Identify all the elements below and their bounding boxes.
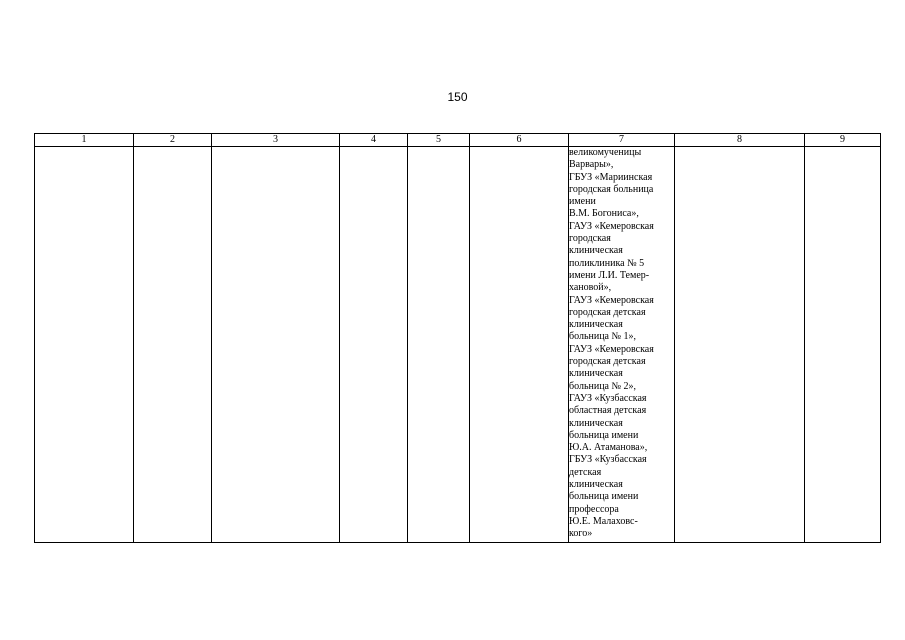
cell-text-line: ГАУЗ «Кемеровская: [569, 220, 654, 232]
cell-text-line: городская больница: [569, 183, 654, 195]
table-cell-col8: [675, 147, 805, 543]
cell-text-line: больница имени: [569, 491, 639, 503]
cell-text-line: клиническая: [569, 245, 623, 257]
cell-text-line: клиническая: [569, 417, 623, 429]
table-cell-col5: [408, 147, 470, 543]
cell-text-line: городская детская: [569, 306, 646, 318]
cell-text-line: профессора: [569, 503, 619, 515]
cell-text-line: областная детская: [569, 405, 647, 417]
table-cell-col2: [134, 147, 212, 543]
cell-text-line: ГАУЗ «Кемеровская: [569, 294, 654, 306]
cell-text-line: ГБУЗ «Кузбасская: [569, 454, 647, 466]
cell-text-line: клиническая: [569, 479, 623, 491]
table-cell-col9: [805, 147, 881, 543]
column-header-6: 6: [470, 134, 569, 147]
table-cell-col7: [569, 147, 675, 543]
cell-text-line: клиническая: [569, 319, 623, 331]
cell-text-line: ГАУЗ «Кузбасская: [569, 392, 647, 404]
cell-text-line: кого»: [569, 528, 593, 540]
cell-text-line: детская: [569, 466, 602, 478]
column-header-7: 7: [569, 134, 675, 147]
cell-text-line: Варвары»,: [569, 159, 614, 171]
table-cell-col4: [340, 147, 408, 543]
cell-text-line: клиническая: [569, 368, 623, 380]
table-row: [35, 147, 881, 543]
cell-text-line: имени Л.И. Темер-: [569, 269, 650, 281]
table-cell-col3: [212, 147, 340, 543]
cell-text-line: ГАУЗ «Кемеровская: [569, 343, 654, 355]
table-cell-col6: [470, 147, 569, 543]
cell-text-line: больница № 1»,: [569, 331, 637, 343]
column-header-3: 3: [212, 134, 340, 147]
data-table: [34, 133, 881, 543]
cell-text-line: Ю.А. Атаманова»,: [569, 442, 648, 454]
table-header-row: [35, 134, 881, 147]
column-header-8: 8: [675, 134, 805, 147]
column-header-2: 2: [134, 134, 212, 147]
cell-text-line: имени: [569, 196, 596, 208]
column-header-5: 5: [408, 134, 470, 147]
cell-text-line: Ю.Е. Малаховс-: [569, 515, 638, 527]
column-header-1: 1: [35, 134, 134, 147]
cell-text-line: В.М. Богониса»,: [569, 208, 639, 220]
cell-text-line: городская: [569, 233, 611, 245]
page-number: 150: [447, 90, 468, 104]
cell-text-line: городская детская: [569, 356, 646, 368]
cell-text-line: больница имени: [569, 429, 639, 441]
cell-text-line: поликлиника № 5: [569, 257, 645, 269]
table-cell-col1: [35, 147, 134, 543]
column-header-9: 9: [805, 134, 881, 147]
column-header-4: 4: [340, 134, 408, 147]
cell-text-line: ГБУЗ «Мариинская: [569, 171, 653, 183]
cell-text-line: больница № 2»,: [569, 380, 637, 392]
cell-text-line: хановой»,: [569, 282, 612, 294]
cell-text-line: великомученицы: [569, 147, 642, 158]
